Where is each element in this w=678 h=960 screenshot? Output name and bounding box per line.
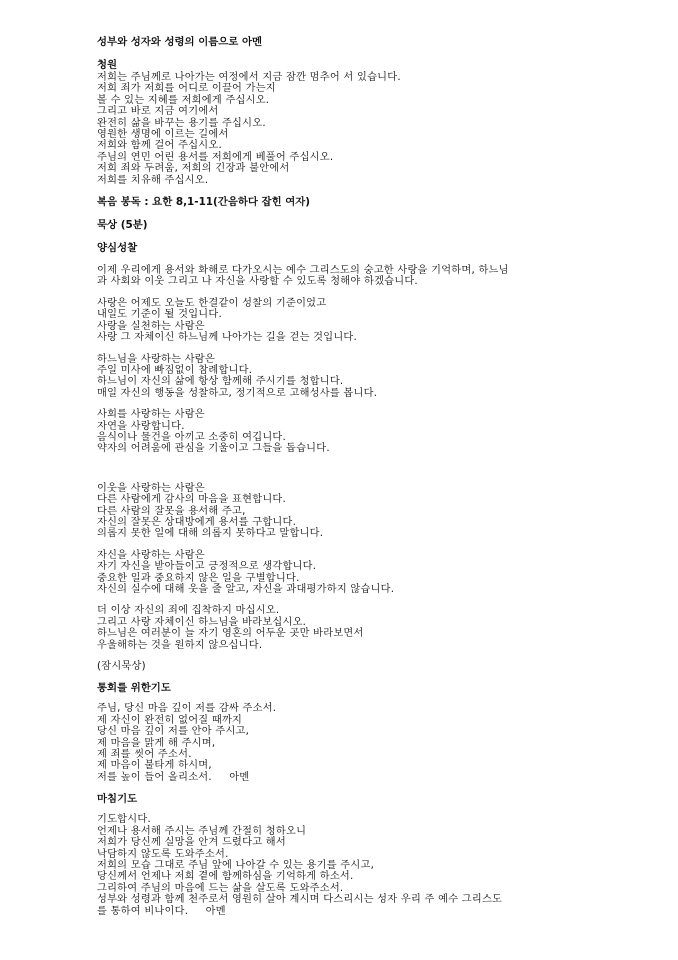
love-self-paragraph xyxy=(97,550,657,596)
petition-line: 완전히 삶을 바꾸는 용기를 주십시오. xyxy=(97,117,266,129)
prayer-line: 언제나 용서해 주시는 주님께 간절히 청하오니 xyxy=(97,825,307,837)
paragraph-line: 자연을 사랑합니다. xyxy=(97,420,185,432)
paragraph-line: 사랑을 실천하는 사람은 xyxy=(97,320,205,332)
gospel-heading: 복음 봉독 : 요한 8,1-11(간음하다 잡힌 여자) xyxy=(97,196,311,209)
paragraph-line: 사랑 그 자체이신 하느님께 나아가는 길을 걷는 것입니다. xyxy=(97,332,357,344)
paragraph-line: 다른 사람의 잘못을 용서해 주고, xyxy=(97,505,246,517)
paragraph-line: 하느님을 사랑하는 사람은 xyxy=(97,353,215,365)
contrition-heading: 통회를 위한기도 xyxy=(97,682,171,695)
petition-text xyxy=(97,72,657,186)
paragraph-line: 중요한 일과 중요하지 않은 일을 구별합니다. xyxy=(97,572,300,584)
examination-intro xyxy=(97,265,657,288)
final-prayer-heading: 마침기도 xyxy=(97,793,138,806)
prayer-line: 기도합시다. xyxy=(97,814,151,826)
paragraph-line: 우울해하는 것을 원하지 않으십니다. xyxy=(97,639,263,651)
petition-line: 볼 수 있는 지혜를 저희에게 주십시오. xyxy=(97,94,270,106)
prayer-line: 성부와 성령과 함께 천주로서 영원히 살아 계시며 다스리시는 성자 우리 주 예수 그리스도 xyxy=(97,894,503,906)
love-god-paragraph xyxy=(97,354,657,400)
prayer-line: 낙담하지 않도록 도와주소서. xyxy=(97,848,229,860)
prayer-line: 주님, 당신 마음 깊이 저를 감싸 주소서. xyxy=(97,703,277,715)
prayer-line: 를 통하여 비나이다. 아멘 xyxy=(97,905,226,917)
paragraph-line: 이웃을 사랑하는 사람은 xyxy=(97,482,205,494)
prayer-line: 당신께서 언제나 저희 곁에 함께하심을 기억하게 하소서. xyxy=(97,871,354,883)
prayer-line: 저를 높이 들어 올리소서. 아멘 xyxy=(97,771,250,783)
prayer-line: 당신 마음 깊이 저를 안아 주시고, xyxy=(97,726,250,738)
paragraph-line: 약자의 어려움에 관심을 기울이고 그들을 돕습니다. xyxy=(97,443,330,455)
contrition-prayer xyxy=(97,703,657,783)
final-prayer xyxy=(97,814,657,917)
closing-paragraph xyxy=(97,605,657,651)
paragraph-line: 하느님은 여러분이 늘 자기 영혼의 어두운 곳만 바라보면서 xyxy=(97,628,364,640)
paragraph-line: 자기 자신을 받아들이고 긍정적으로 생각합니다. xyxy=(97,561,317,573)
paragraph-line: 음식이나 물건을 아끼고 소중히 여깁니다. xyxy=(97,431,286,443)
paragraph-line: 내일도 기준이 될 것입니다. xyxy=(97,309,222,321)
paragraph-line: 사회를 사랑하는 사람은 xyxy=(97,409,205,421)
prayer-line: 제 자신이 완전히 없어질 때까지 xyxy=(97,714,243,726)
meditation-heading: 묵상 (5분) xyxy=(97,219,148,232)
paragraph-line: 자신을 사랑하는 사람은 xyxy=(97,549,205,561)
paragraph-line: 매일 자신의 행동을 성찰하고, 정기적으로 고해성사를 봅니다. xyxy=(97,387,378,399)
intro-line: 과 사회와 이웃 그리고 나 자신을 사랑할 수 있도록 청해야 하겠습니다. xyxy=(97,276,418,288)
paragraph-line: 주일 미사에 빠짐없이 참례합니다. xyxy=(97,364,253,376)
petition-line: 그리고 바로 지금 여기에서 xyxy=(97,106,219,118)
paragraph-line: 자신의 실수에 대해 웃을 줄 알고, 자신을 과대평가하지 않습니다. xyxy=(97,584,395,595)
prayer-line: 제 마음을 맑게 해 주시며, xyxy=(97,737,216,749)
examination-heading: 양심성찰 xyxy=(97,242,138,255)
paragraph-line: 더 이상 자신의 죄에 집착하지 마십시오. xyxy=(97,605,280,617)
petition-line: 저희 죄와 두려움, 저희의 긴장과 불안에서 xyxy=(97,163,290,175)
prayer-line: 제 죄를 씻어 주소서. xyxy=(97,749,192,761)
prayer-line: 제 마음이 불타게 하시며, xyxy=(97,760,212,772)
prayer-line: 그리하여 주님의 마음에 드는 삶을 살도록 도와주소서. xyxy=(97,882,344,894)
petition-line: 저희와 함께 걸어 주십시오. xyxy=(97,140,222,152)
love-society-paragraph xyxy=(97,409,657,455)
petition-line: 주님의 연민 어린 용서를 저희에게 베풀어 주십시오. xyxy=(97,151,334,163)
paragraph-line: 자신의 잘못은 상대방에게 용서를 구합니다. xyxy=(97,516,297,528)
silence-note: (잠시묵상) xyxy=(97,661,146,673)
petition-line: 저희를 치유해 주십시오. xyxy=(97,174,209,186)
prayer-document xyxy=(97,36,657,917)
petition-line: 저희는 주님께로 나아가는 여정에서 지금 잠깐 멈추어 서 있습니다. xyxy=(97,72,401,83)
document-title: 성부와 성자와 성령의 이름으로 아멘 xyxy=(97,36,263,48)
love-neighbor-paragraph xyxy=(97,483,657,540)
prayer-line: 저희의 모습 그대로 주님 앞에 나아갈 수 있는 용기를 주시고, xyxy=(97,859,375,871)
petition-heading: 청원 xyxy=(97,59,118,71)
petition-line: 저희 죄가 저희를 어디로 이끌어 가는지 xyxy=(97,83,276,95)
paragraph-line: 의롭지 못한 일에 대해 의롭지 못하다고 말합니다. xyxy=(97,528,324,540)
paragraph-line: 사랑은 어제도 오늘도 한결같이 성찰의 기준이었고 xyxy=(97,297,327,309)
love-standard-paragraph xyxy=(97,298,657,344)
prayer-line: 저희가 당신께 실망을 안겨 드렸다고 해서 xyxy=(97,837,286,849)
paragraph-line: 그리고 사랑 자체이신 하느님을 바라보십시오. xyxy=(97,616,307,628)
paragraph-line: 하느님이 자신의 삶에 항상 함께해 주시기를 청합니다. xyxy=(97,376,344,388)
paragraph-line: 다른 사람에게 감사의 마음을 표현합니다. xyxy=(97,494,286,506)
intro-line: 이제 우리에게 용서와 화해로 다가오시는 예수 그리스도의 숭고한 사랑을 기억하며, 하느님 xyxy=(97,265,509,277)
petition-line: 영원한 생명에 이르는 길에서 xyxy=(97,129,229,141)
